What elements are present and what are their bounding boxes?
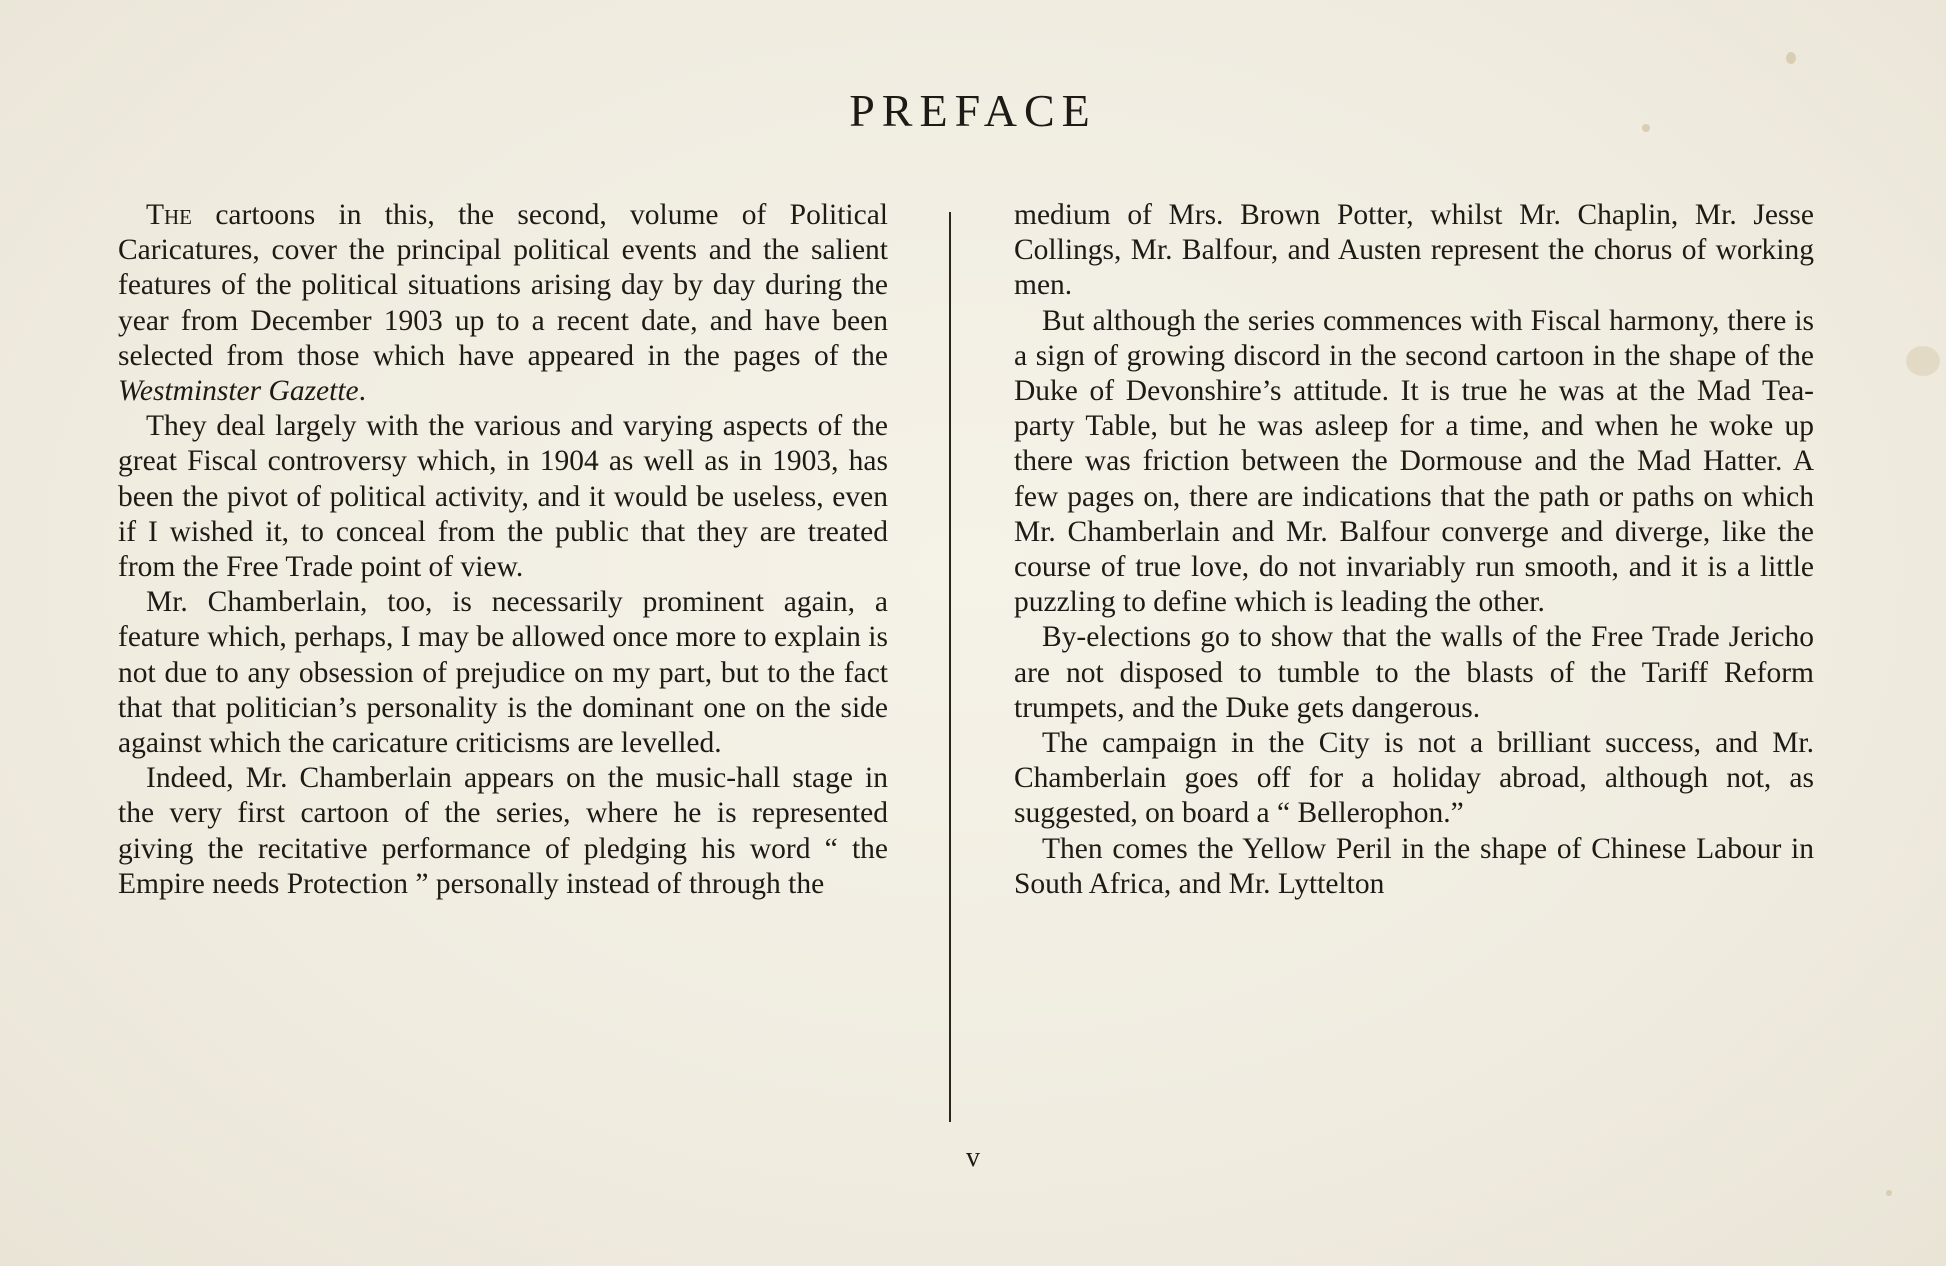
- right-column: [1014, 198, 1814, 902]
- column-divider: [949, 212, 951, 1122]
- right-paragraph-4: The campaign in the City is not a brilliant success, and Mr. Chamberlain goes off for a holiday abroad, although not, as suggested, on board a “ Bellerophon.”: [1014, 727, 1814, 830]
- right-paragraph-5: Then comes the Yellow Peril in the shape of Chinese Labour in South Africa, and Mr. Lyttelton: [1014, 832, 1814, 900]
- paper-foxing-spot: [1886, 1190, 1892, 1196]
- right-paragraph-1: medium of Mrs. Brown Potter, whilst Mr. Chaplin, Mr. Jesse Collings, Mr. Balfour, and Austen represent the chorus of working men.: [1014, 199, 1814, 302]
- page-title: PREFACE: [849, 85, 1097, 136]
- page-number: v: [966, 1142, 980, 1173]
- left-paragraph-3: Mr. Chamberlain, too, is necessarily prominent again, a feature which, perhaps, I may be allowed once more to explain is not due to any obsession of prejudice on my part, but to the fact that that politician’s personality is the dominant one on the side against which the caricature criticisms are levelled.: [118, 586, 888, 760]
- left-paragraph-4: Indeed, Mr. Chamberlain appears on the music-hall stage in the very first cartoon of the series, where he is represented giving the recitative performance of pledging his word “ the Empire needs Protection ” personally instead of through the: [118, 762, 888, 900]
- drop-word: The: [146, 199, 193, 231]
- right-paragraph-3: By-elections go to show that the walls of the Free Trade Jericho are not disposed to tumble to the blasts of the Tariff Reform trumpets, and the Duke gets dangerous.: [1014, 621, 1814, 724]
- left-paragraph-1: The cartoons in this, the second, volume of Political Caricatures, cover the principal political events and the salient features of the political situations arising day by day during the year from December 1903 up to a recent date, and have been selected from those which have appeared in the pages of the Westminster Gazette.: [118, 199, 888, 408]
- paper-foxing-spot: [1786, 52, 1796, 64]
- publication-name: Westminster Gazette: [118, 375, 359, 408]
- right-paragraph-2: But although the series commences with Fiscal harmony, there is a sign of growing discord in the second cartoon in the shape of the Duke of Devonshire’s attitude. It is true he was at the Mad Tea-party Table, but he was asleep for a time, and when he woke up there was friction between the Dormouse and the Mad Hatter. A few pages on, there are indications that the path or paths on which Mr. Chamberlain and Mr. Balfour converge and diverge, like the course of true love, do not invariably run smooth, and it is a little puzzling to define which is leading the other.: [1014, 304, 1814, 619]
- paper-foxing-spot: [1906, 346, 1940, 376]
- left-column: [118, 198, 888, 902]
- left-paragraph-2: They deal largely with the various and varying aspects of the great Fiscal controversy which, in 1904 as well as in 1903, has been the pivot of political activity, and it would be useless, even if I wished it, to conceal from the public that they are treated from the Free Trade point of view.: [118, 410, 888, 584]
